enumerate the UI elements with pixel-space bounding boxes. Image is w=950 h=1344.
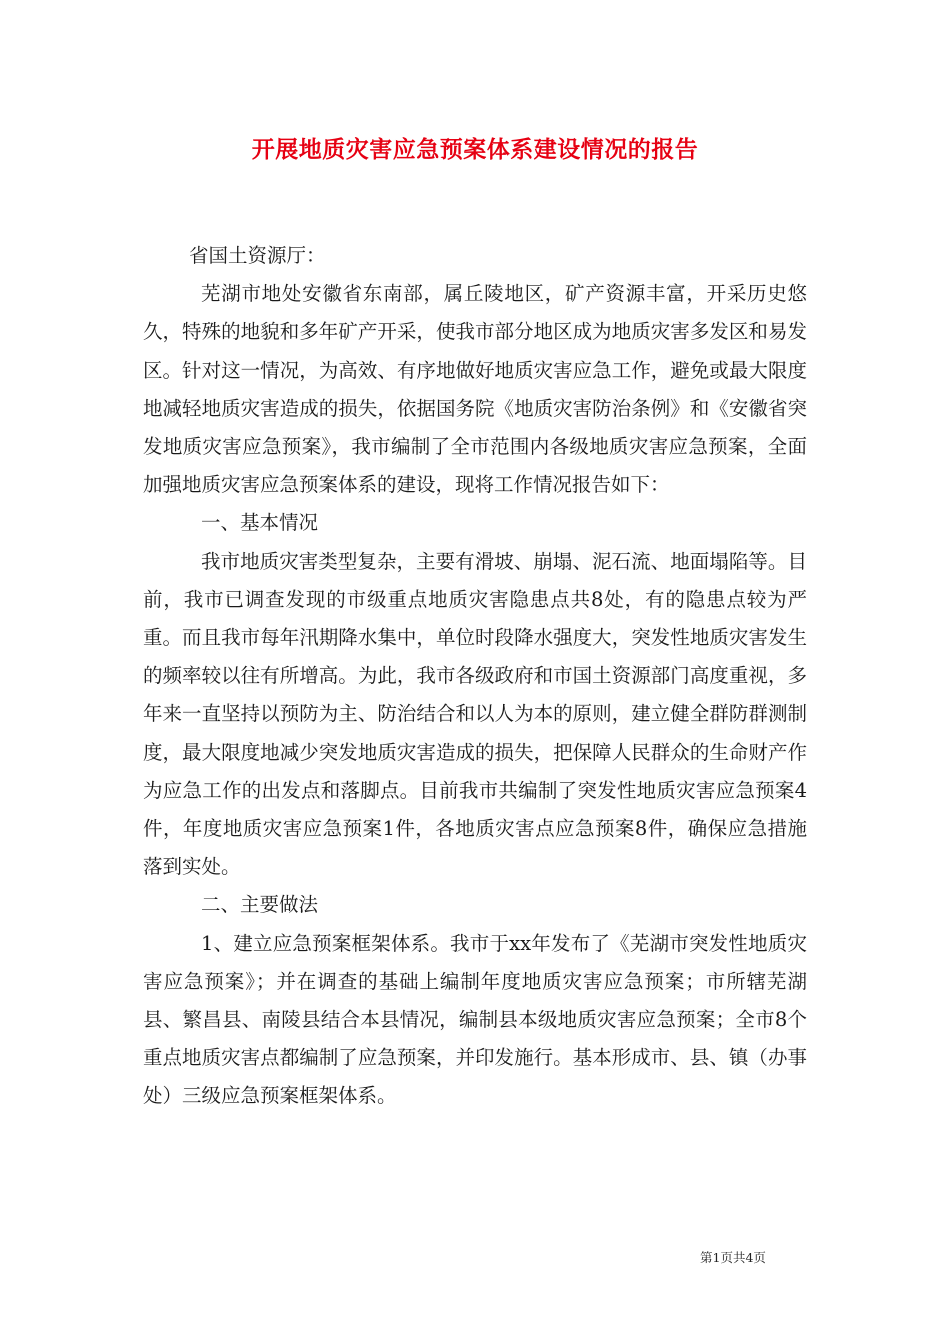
section-heading-basic-situation: 一、基本情况 xyxy=(201,511,319,535)
document-body xyxy=(143,237,807,1116)
page-number-footer: 第1页共4页 xyxy=(700,1250,766,1265)
document-title: 开展地质灾害应急预案体系建设情况的报告 xyxy=(251,136,699,163)
salutation: 省国土资源厅： xyxy=(189,244,326,267)
paragraph-intro: 芜湖市地处安徽省东南部，属丘陵地区，矿产资源丰富，开采历史悠久，特殊的地貌和多年矿产开采，使我市部分地区成为地质灾害多发区和易发区。针对这一情况，为高效、有序地做好地质灾害应急工作，避免或最大限度地减轻地质灾害造成的损失，依据国务院《地质灾害防治条例》和《安徽省突发地质灾害应急预案》，我市编制了全市范围内各级地质灾害应急预案，全面加强地质灾害应急预案体系的建设，现将工作情况报告如下： xyxy=(143,282,807,497)
section-heading-main-practices: 二、主要做法 xyxy=(201,893,319,917)
paragraph-main-practices-1: 1、建立应急预案框架体系。我市于xx年发布了《芜湖市突发性地质灾害应急预案》；并在调查的基础上编制年度地质灾害应急预案；市所辖芜湖县、繁昌县、南陵县结合本县情况，编制县本级地质灾害应急预案；全市8个重点地质灾害点都编制了应急预案，并印发施行。基本形成市、县、镇（办事处）三级应急预案框架体系。 xyxy=(143,931,807,1108)
paragraph-basic-situation: 我市地质灾害类型复杂，主要有滑坡、崩塌、泥石流、地面塌陷等。目前，我市已调查发现的市级重点地质灾害隐患点共8处，有的隐患点较为严重。而且我市每年汛期降水集中，单位时段降水强度大，突发性地质灾害发生的频率较以往有所增高。为此，我市各级政府和市国土资源部门高度重视，多年来一直坚持以预防为主、防治结合和以人为本的原则，建立健全群防群测制度，最大限度地减少突发地质灾害造成的损失，把保障人民群众的生命财产作为应急工作的出发点和落脚点。目前我市共编制了突发性地质灾害应急预案4件，年度地质灾害应急预案1件，各地质灾害点应急预案8件，确保应急措施落到实处。 xyxy=(143,549,807,879)
